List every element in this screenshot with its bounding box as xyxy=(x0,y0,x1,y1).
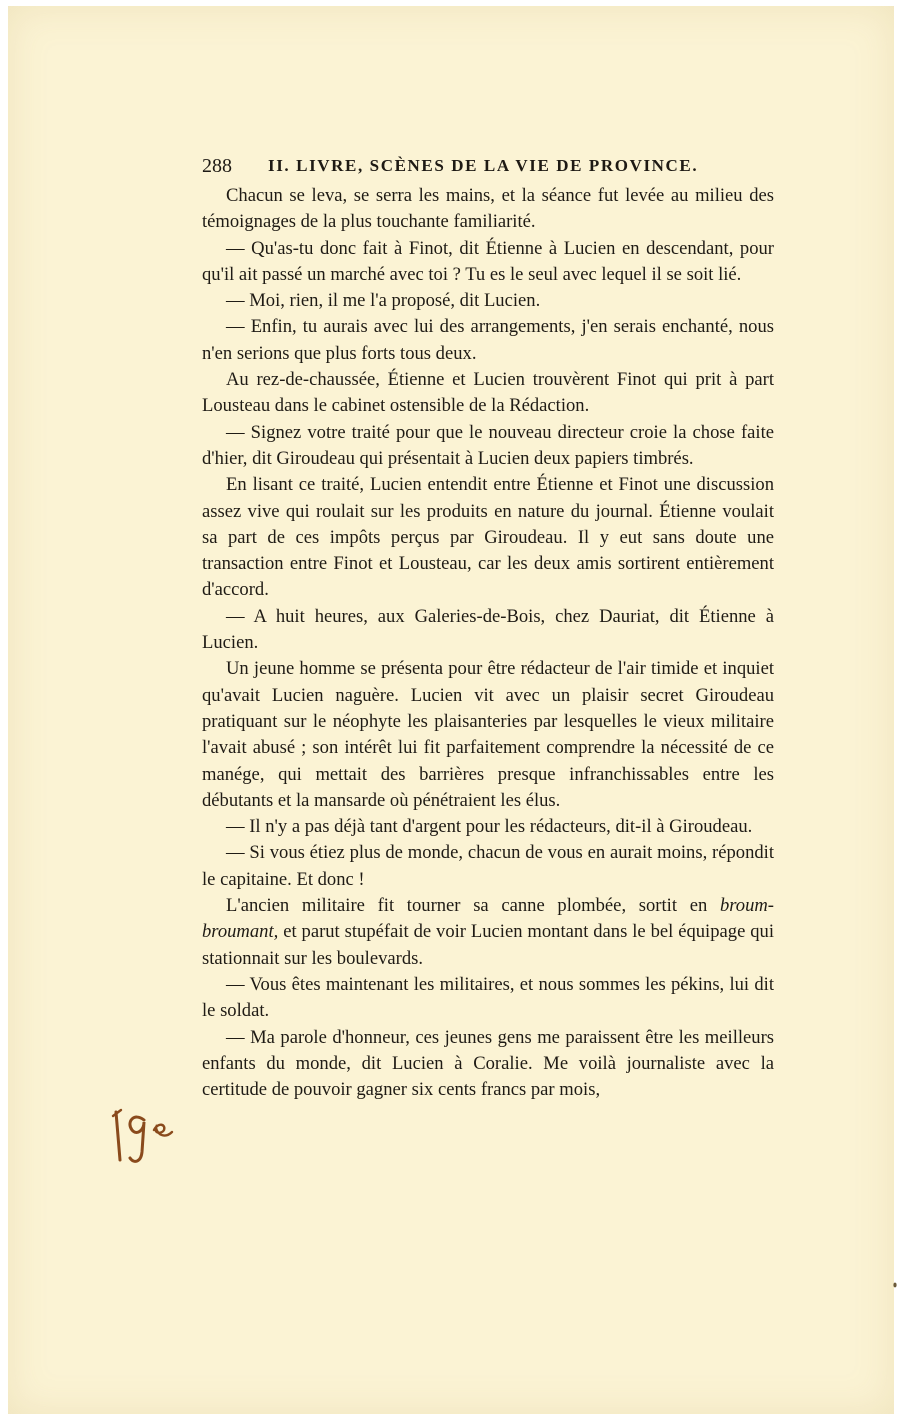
paragraph: — Signez votre traité pour que le nouveau directeur croie la chose faite d'hier, dit Giroudeau qui présentait à Lucien deux papiers timbrés. xyxy=(202,421,774,469)
paragraph: Un jeune homme se présenta pour être rédacteur de l'air timide et inquiet qu'avait Lucien naguère. Lucien vit avec un plaisir secret Giroudeau pratiquant sur le néophyte les plaisanteries par lesquelles le vieux militaire l'avait abusé ; son intérêt lui fit parfaitement comprendre la nécessité de ce manége, qui mettait des barrières presque infranchissables entre les débutants et la mansarde où pénétraient les élus. xyxy=(202,658,774,811)
paragraph: — Moi, rien, il me l'a proposé, dit Lucien. xyxy=(226,290,541,312)
paragraph: — Ma parole d'honneur, ces jeunes gens me paraissent être les meilleurs enfants du monde, dit Lucien à Coralie. Me voilà journaliste avec la certitude de pouvoir gagner six cents francs par mois, xyxy=(202,1026,774,1101)
paragraph: — Si vous étiez plus de monde, chacun de vous en aurait moins, répondit le capitaine. Et donc ! xyxy=(202,842,774,890)
handwritten-margin-note xyxy=(110,1100,180,1170)
running-header xyxy=(202,155,774,181)
paragraph: En lisant ce traité, Lucien entendit entre Étienne et Finot une discussion assez vive qui roulait sur les produits en nature du journal. Étienne voulait sa part de ces impôts perçus par Giroudeau. Il y eut sans doute une transaction entre Finot et Lousteau, car les deux amis sortirent entièrement d'accord. xyxy=(202,474,774,601)
page-speck xyxy=(893,1282,897,1288)
paragraph: — Vous êtes maintenant les militaires, et nous sommes les pékins, lui dit le soldat. xyxy=(202,973,774,1022)
paragraph: — Il n'y a pas déjà tant d'argent pour les rédacteurs, dit-il à Giroudeau. xyxy=(226,816,753,838)
paragraph-text: L'ancien militaire fit tourner sa canne plombée, sortit en xyxy=(226,895,720,917)
italic-word: broum-broumant, xyxy=(202,895,774,943)
paragraph: — A huit heures, aux Galeries-de-Bois, chez Dauriat, dit Étienne à Lucien. xyxy=(202,605,774,654)
running-title: II. LIVRE, SCÈNES DE LA VIE DE PROVINCE. xyxy=(268,156,699,175)
paragraph: — Qu'as-tu donc fait à Finot, dit Étienne à Lucien en descendant, pour qu'il ait passé un marché avec toi ? Tu es le seul avec lequel il se soit lié. xyxy=(202,237,774,285)
paragraph: Chacun se leva, se serra les mains, et la séance fut levée au milieu des témoignages de la plus touchante familiarité. xyxy=(202,185,774,233)
paragraph: Au rez-de-chaussée, Étienne et Lucien trouvèrent Finot qui prit à part Lousteau dans le cabinet ostensible de la Rédaction. xyxy=(202,369,774,417)
paragraph-text: et parut stupéfait de voir Lucien montant dans le bel équipage qui stationnait sur les boulevards. xyxy=(202,921,774,969)
paragraph: — Enfin, tu aurais avec lui des arrangements, j'en serais enchanté, nous n'en serions que plus forts tous deux. xyxy=(202,316,774,364)
page-number: 288 xyxy=(202,155,232,177)
body-text xyxy=(202,183,774,1103)
paragraph-with-italic xyxy=(202,893,774,972)
